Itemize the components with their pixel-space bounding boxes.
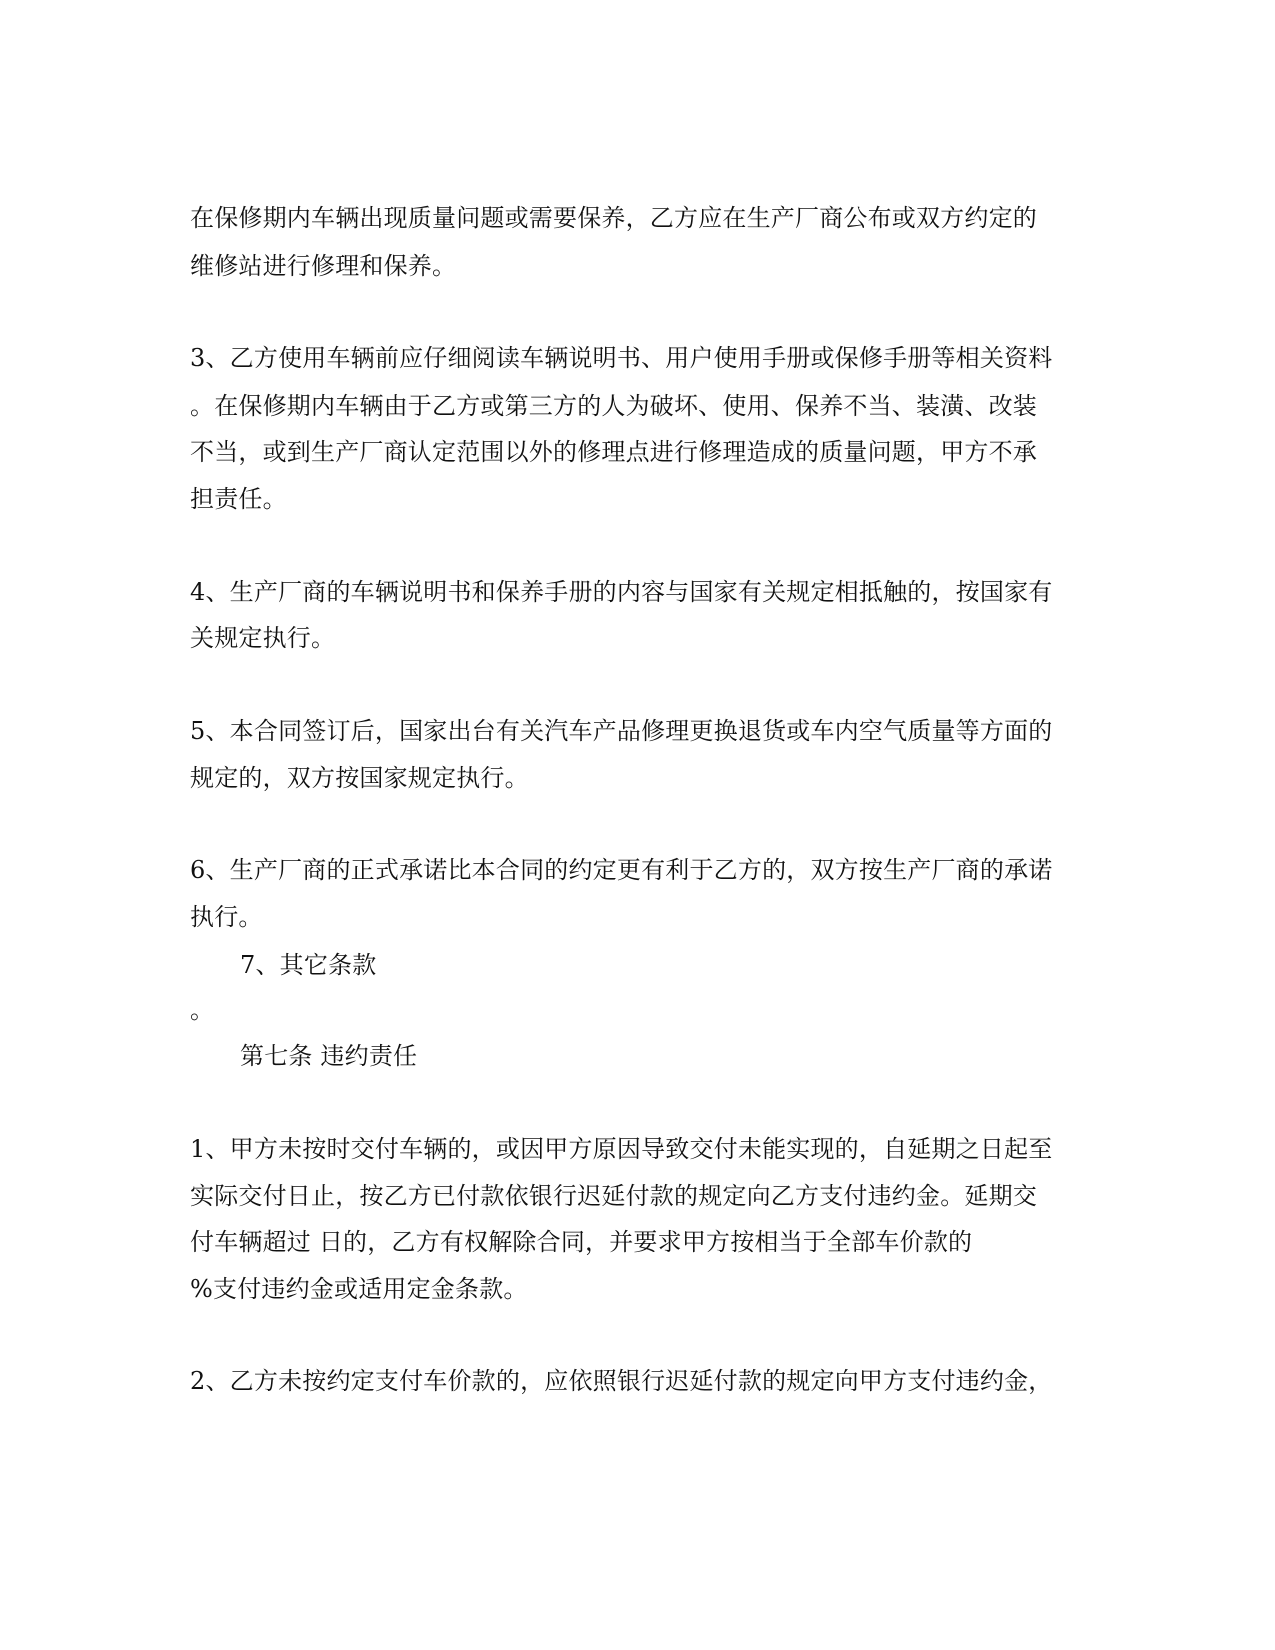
text-line: 不当，或到生产厂商认定范围以外的修理点进行修理造成的质量问题，甲方不承 (190, 438, 1037, 466)
text-line: 付车辆超过 日的，乙方有权解除合同，并要求甲方按相当于全部车价款的 (190, 1228, 973, 1256)
clause-4-line: 4、生产厂商的车辆说明书和保养手册的内容与国家有关规定相抵触的，按国家有 (190, 578, 1053, 606)
clause-5-line: 5、本合同签订后，国家出台有关汽车产品修理更换退货或车内空气质量等方面的 (190, 717, 1053, 745)
clause-6-line: 6、生产厂商的正式承诺比本合同的约定更有利于乙方的，双方按生产厂商的承诺 (190, 856, 1053, 884)
text-line: 维修站进行修理和保养。 (190, 252, 457, 280)
text-line: 执行。 (190, 903, 263, 931)
clause-7-line: 7、其它条款 (240, 951, 377, 979)
text-line: 实际交付日止，按乙方已付款依银行迟延付款的规定向乙方支付违约金。延期交 (190, 1182, 1037, 1210)
text-line: 。在保修期内车辆由于乙方或第三方的人为破坏、使用、保养不当、装潢、改装 (190, 392, 1037, 420)
article-7-heading: 第七条 违约责任 (240, 1042, 418, 1070)
breach-clause-1-line: 1、甲方未按时交付车辆的，或因甲方原因导致交付未能实现的，自延期之日起至 (190, 1135, 1053, 1163)
clause-3-line: 3、乙方使用车辆前应仔细阅读车辆说明书、用户使用手册或保修手册等相关资料 (190, 344, 1053, 372)
text-line: 规定的，双方按国家规定执行。 (190, 764, 529, 792)
text-line: 在保修期内车辆出现质量问题或需要保养，乙方应在生产厂商公布或双方约定的 (190, 204, 1037, 232)
text-line: %支付违约金或适用定金条款。 (190, 1275, 528, 1303)
text-line: 。 (190, 996, 215, 1024)
breach-clause-2-line: 2、乙方未按约定支付车价款的，应依照银行迟延付款的规定向甲方支付违约金， (190, 1367, 1053, 1395)
text-line: 担责任。 (190, 485, 287, 513)
text-line: 关规定执行。 (190, 624, 336, 652)
